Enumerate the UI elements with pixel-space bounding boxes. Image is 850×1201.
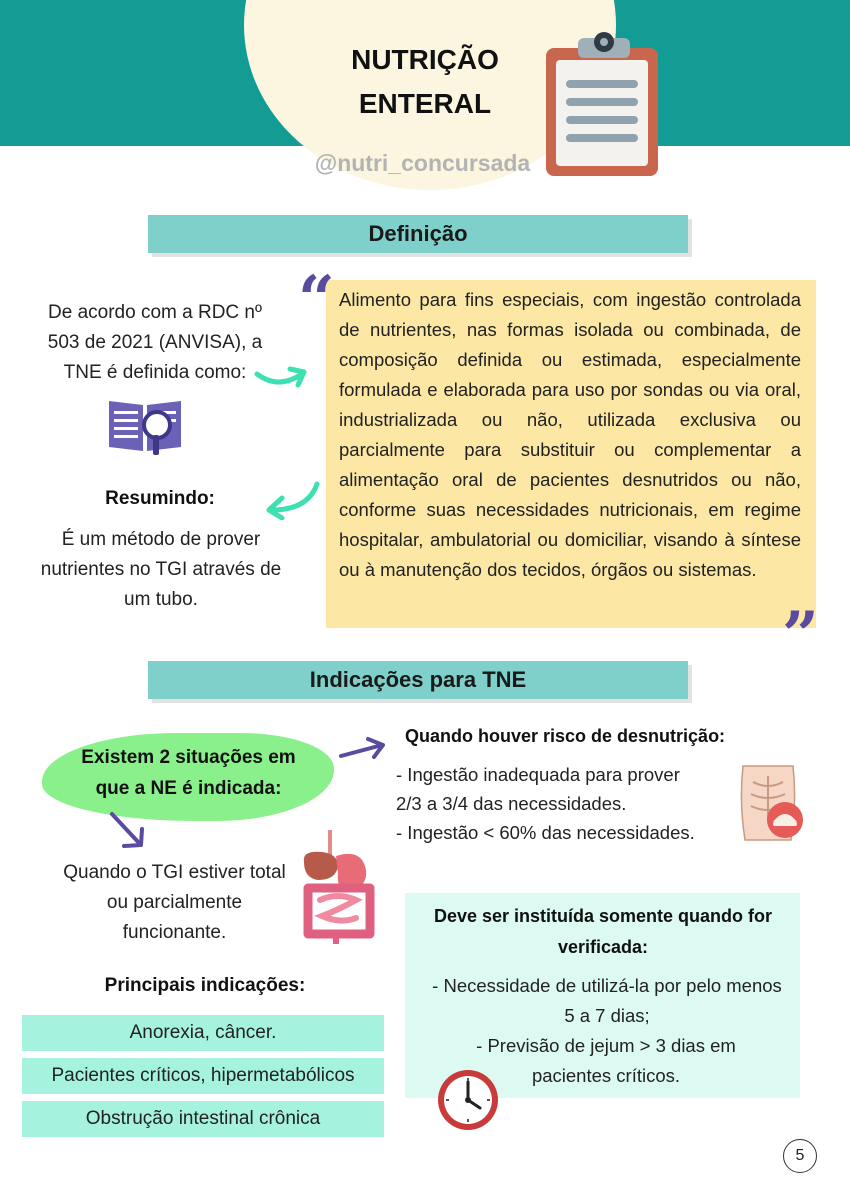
title-line-2: ENTERAL — [358, 88, 492, 119]
risk-title: Quando houver risco de desnutrição: — [405, 726, 726, 746]
title-line-1: NUTRIÇÃO — [351, 44, 499, 75]
list-item: - Ingestão inadequada para prover — [396, 764, 680, 785]
page-title — [300, 38, 550, 126]
clipboard-icon — [540, 28, 665, 180]
summary-text: É um método de prover nutrientes no TGI através de um tubo. — [40, 529, 282, 610]
section-definicao-heading: Definição — [148, 215, 688, 253]
situations-text: Existem 2 situações em que a NE é indicada: — [81, 747, 296, 799]
criteria-item: - Previsão de jejum > 3 dias em pacientes críticos. — [476, 1035, 736, 1086]
list-item: Anorexia, câncer. — [22, 1015, 384, 1051]
tgi-text: Quando o TGI estiver total ou parcialmente funcionante. — [63, 862, 286, 943]
arrow-icon — [108, 810, 148, 852]
torso-food-icon — [733, 762, 805, 842]
criteria-title: Deve ser instituída somente quando for verificada: — [433, 906, 773, 957]
page-number: 5 — [783, 1139, 817, 1173]
criteria-item: - Necessidade de utilizá-la por pelo menos 5 a 7 dias; — [432, 975, 782, 1026]
clock-icon — [436, 1068, 500, 1132]
principais-title: Principais indicações: — [104, 975, 306, 996]
quote-open-icon: “ — [298, 262, 335, 337]
quote-close-icon: ” — [782, 598, 819, 673]
list-item: Obstrução intestinal crônica — [22, 1101, 384, 1137]
definition-quote: Alimento para fins especiais, com ingestão controlada de nutrientes, nas formas isolada ou combinada, de composição definida ou estimada, especialmente formulada e elaborada para uso por sondas ou via oral, industrializada ou não, utilizada exclusiva ou parcialmente para substituir ou complementar a alimentação oral de pacientes desnutridos ou não, conforme suas necessidades nutricionais, em regime hospitalar, ambulatorial ou domiciliar, visando à síntese ou à manutenção dos tecidos, órgãos ou sistemas. — [339, 289, 801, 580]
list-item: - Ingestão < 60% das necessidades. — [396, 822, 695, 843]
definition-intro: De acordo com a RDC nº 503 de 2021 (ANVISA), a TNE é definida como: — [47, 302, 263, 383]
list-item: Pacientes críticos, hipermetabólicos — [22, 1058, 384, 1094]
author-handle: @nutri_concursada — [314, 150, 531, 176]
arrow-icon — [262, 480, 322, 520]
arrow-icon — [338, 736, 388, 762]
open-book-magnifier-icon — [105, 395, 185, 457]
digestive-system-icon — [298, 826, 380, 944]
section-indicacoes-heading: Indicações para TNE — [148, 661, 688, 699]
summary-title: Resumindo: — [105, 488, 215, 509]
arrow-icon — [254, 360, 310, 390]
risk-list — [396, 760, 736, 847]
list-item: 2/3 a 3/4 das necessidades. — [396, 793, 627, 814]
